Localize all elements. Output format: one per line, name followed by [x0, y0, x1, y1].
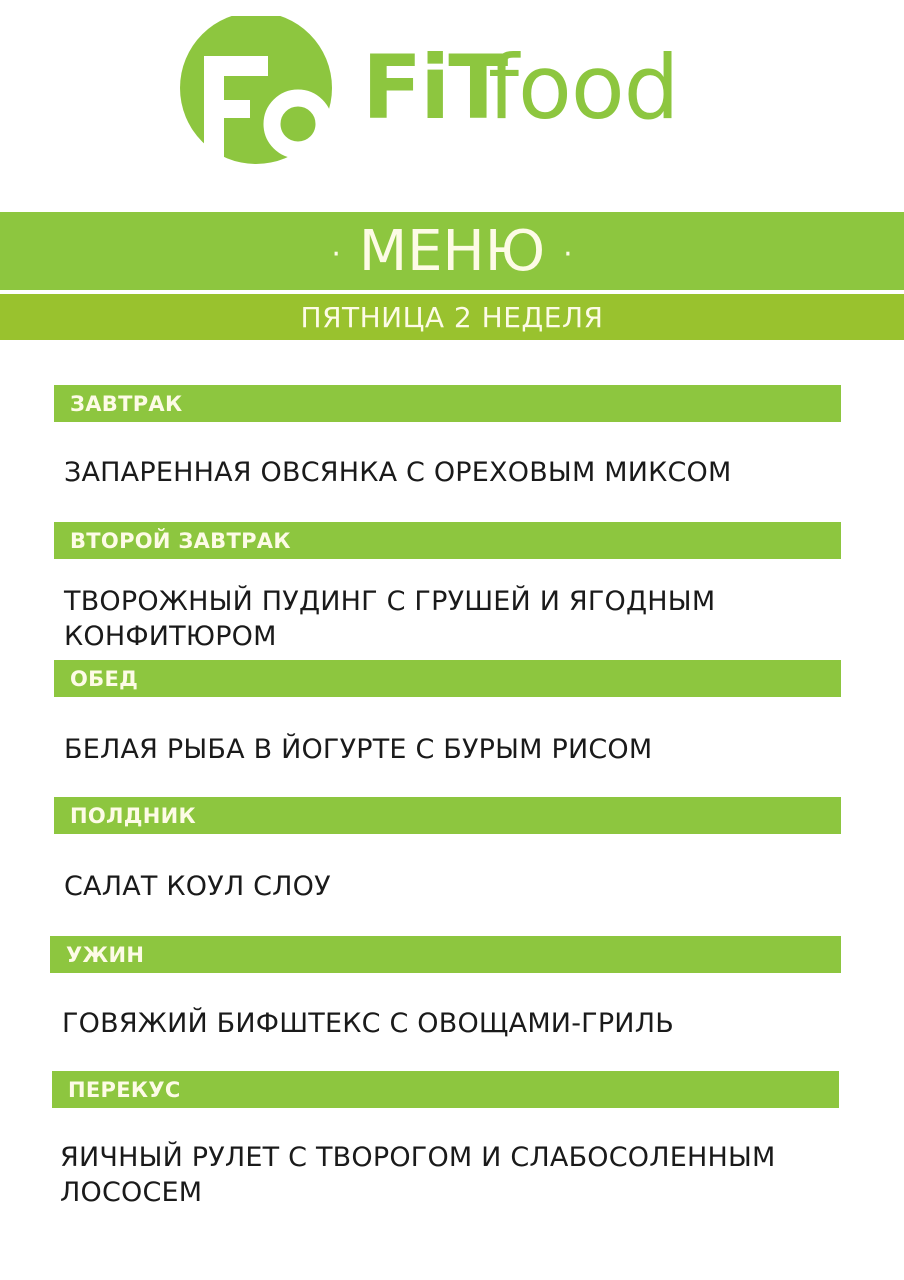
meal-header-second-breakfast	[54, 522, 841, 559]
dish-dinner: ГОВЯЖИЙ БИФШТЕКС С ОВОЩАМИ-ГРИЛЬ	[62, 1008, 674, 1039]
dish-lunch: БЕЛАЯ РЫБА В ЙОГУРТЕ С БУРЫМ РИСОМ	[64, 734, 653, 765]
brand-name-bold: FiT	[362, 36, 507, 139]
meal-label: ЗАВТРАК	[70, 392, 183, 416]
menu-title	[0, 212, 904, 290]
dish-breakfast: ЗАПАРЕННАЯ ОВСЯНКА С ОРЕХОВЫМ МИКСОМ	[64, 457, 732, 488]
meal-header-late-snack	[52, 1071, 839, 1108]
meal-header-snack	[54, 797, 841, 834]
brand-name-light: food	[488, 36, 679, 139]
menu-title-text: МЕНЮ	[358, 219, 546, 284]
meal-header-dinner	[50, 936, 841, 973]
title-separator-left: ·	[331, 236, 341, 272]
dish-late-snack: ЯИЧНЫЙ РУЛЕТ С ТВОРОГОМ И СЛАБОСОЛЕННЫМ ЛОСОСЕМ	[60, 1142, 776, 1208]
title-separator-right: ·	[563, 236, 573, 272]
day-title: ПЯТНИЦА 2 НЕДЕЛЯ	[300, 301, 604, 334]
meal-label: УЖИН	[66, 943, 145, 967]
logo-mark-icon	[176, 16, 346, 166]
meal-header-lunch	[54, 660, 841, 697]
dish-snack: САЛАТ КОУЛ СЛОУ	[64, 871, 331, 902]
meal-label: ПОЛДНИК	[70, 804, 196, 828]
meal-label: ОБЕД	[70, 667, 139, 691]
dish-second-breakfast: ТВОРОЖНЫЙ ПУДИНГ С ГРУШЕЙ И ЯГОДНЫМ КОНФИТЮРОМ	[64, 586, 716, 652]
meal-label: ПЕРЕКУС	[68, 1078, 181, 1102]
meal-label: ВТОРОЙ ЗАВТРАК	[70, 529, 291, 553]
meal-header-breakfast	[54, 385, 841, 422]
